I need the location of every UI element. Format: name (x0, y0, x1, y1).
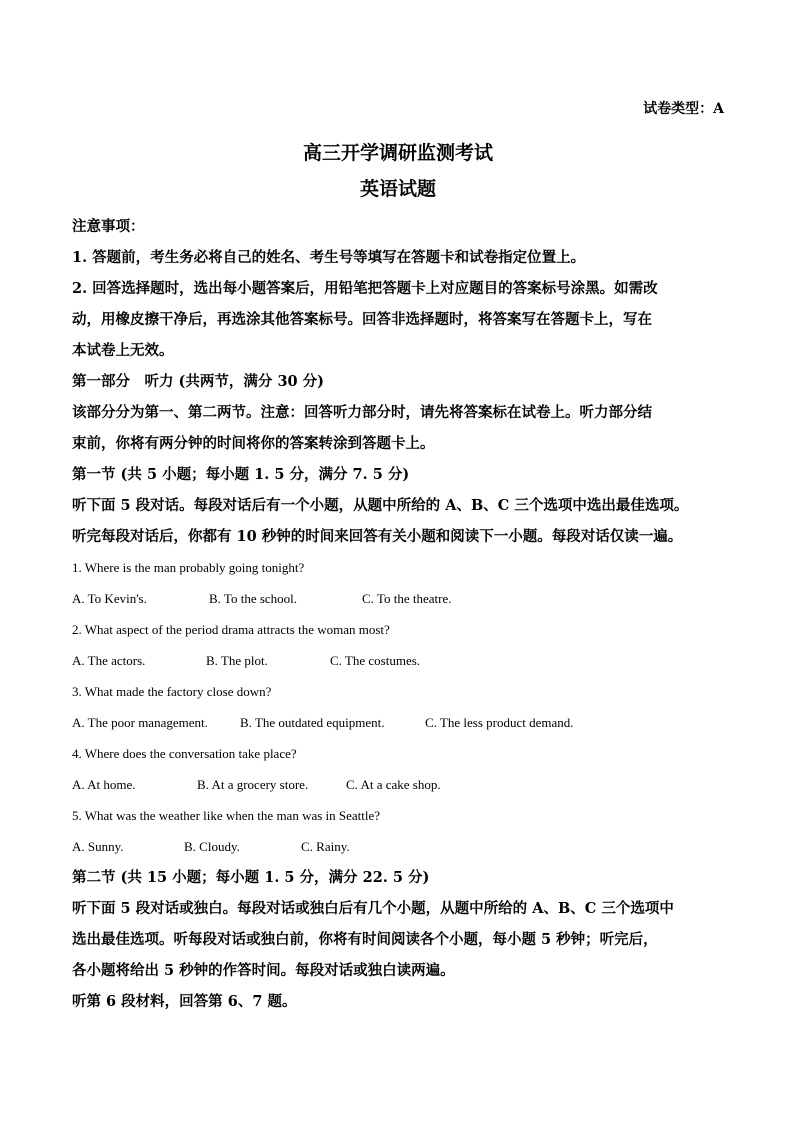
question-3-options (72, 707, 724, 738)
option-b: B. The outdated equipment. (240, 715, 385, 730)
question-4-options (72, 769, 724, 800)
option-a: A. To Kevin's. (72, 591, 147, 606)
question-5: 5. What was the weather like when the man was in Seattle? (72, 808, 381, 823)
exam-body (72, 211, 724, 1017)
part1-intro-line-2: 束前，你将有两分钟的时间将你的答案转涂到答题卡上。 (72, 435, 435, 452)
question-1: 1. Where is the man probably going tonight? (72, 560, 305, 575)
question-3: 3. What made the factory close down? (72, 684, 272, 699)
option-a: A. Sunny. (72, 839, 124, 854)
question-4: 4. Where does the conversation take place? (72, 746, 297, 761)
material-6-instruction: 听第 6 段材料，回答第 6、7 题。 (72, 993, 297, 1010)
section1-intro-line-1: 听下面 5 段对话。每段对话后有一个小题，从题中所给的 A、B、C 三个选项中选出最佳选项。 (72, 497, 689, 514)
part1-intro-line-1: 该部分分为第一、第二两节。注意：回答听力部分时，请先将答案标在试卷上。听力部分结 (72, 404, 652, 421)
option-a: A. The actors. (72, 653, 146, 668)
section2-intro-line-1: 听下面 5 段对话或独白。每段对话或独白后有几个小题，从题中所给的 A、B、C 三个选项中 (72, 900, 674, 917)
notice-item-2-line-3: 本试卷上无效。 (72, 342, 174, 359)
question-5-options (72, 831, 724, 862)
section1-intro-line-2: 听完每段对话后，你都有 10 秒钟的时间来回答有关小题和阅读下一小题。每段对话仅读一遍。 (72, 528, 683, 545)
exam-title: 高三开学调研监测考试 (302, 142, 493, 164)
notice-item-2-line-1: 2. 回答选择题时，选出每小题答案后，用铅笔把答题卡上对应题目的答案标号涂黑。如需改 (72, 280, 658, 297)
option-a: A. At home. (72, 777, 136, 792)
exam-subtitle: 英语试题 (359, 178, 436, 200)
option-b: B. At a grocery store. (197, 777, 309, 792)
section2-intro-line-2: 选出最佳选项。听每段对话或独白前，你将有时间阅读各个小题，每小题 5 秒钟；听完后， (72, 931, 658, 948)
question-2: 2. What aspect of the period drama attracts the woman most? (72, 622, 390, 637)
option-b: B. To the school. (209, 591, 298, 606)
option-c: C. Rainy. (301, 839, 350, 854)
option-c: C. To the theatre. (362, 591, 452, 606)
section2-intro-line-3: 各小题将给出 5 秒钟的作答时间。每段对话或独白读两遍。 (72, 962, 455, 979)
exam-type-label: 试卷类型：A (643, 101, 724, 117)
option-a: A. The poor management. (72, 715, 208, 730)
notice-heading: 注意事项： (72, 218, 145, 235)
question-2-options (72, 645, 724, 676)
option-c: C. The costumes. (330, 653, 421, 668)
option-c: C. The less product demand. (425, 715, 574, 730)
option-b: B. The plot. (206, 653, 268, 668)
option-b: B. Cloudy. (184, 839, 240, 854)
section2-heading: 第二节 (共 15 小题；每小题 1. 5 分，满分 22. 5 分) (72, 869, 430, 886)
section1-heading: 第一节 (共 5 小题；每小题 1. 5 分，满分 7. 5 分) (72, 466, 410, 483)
notice-item-1: 1. 答题前，考生务必将自己的姓名、考生号等填写在答题卡和试卷指定位置上。 (72, 249, 586, 266)
part1-heading: 第一部分 听力 (共两节，满分 30 分) (72, 373, 325, 390)
question-1-options (72, 583, 724, 614)
option-c: C. At a cake shop. (346, 777, 441, 792)
notice-item-2-line-2: 动，用橡皮擦干净后，再选涂其他答案标号。回答非选择题时，将答案写在答题卡上，写在 (72, 311, 652, 328)
